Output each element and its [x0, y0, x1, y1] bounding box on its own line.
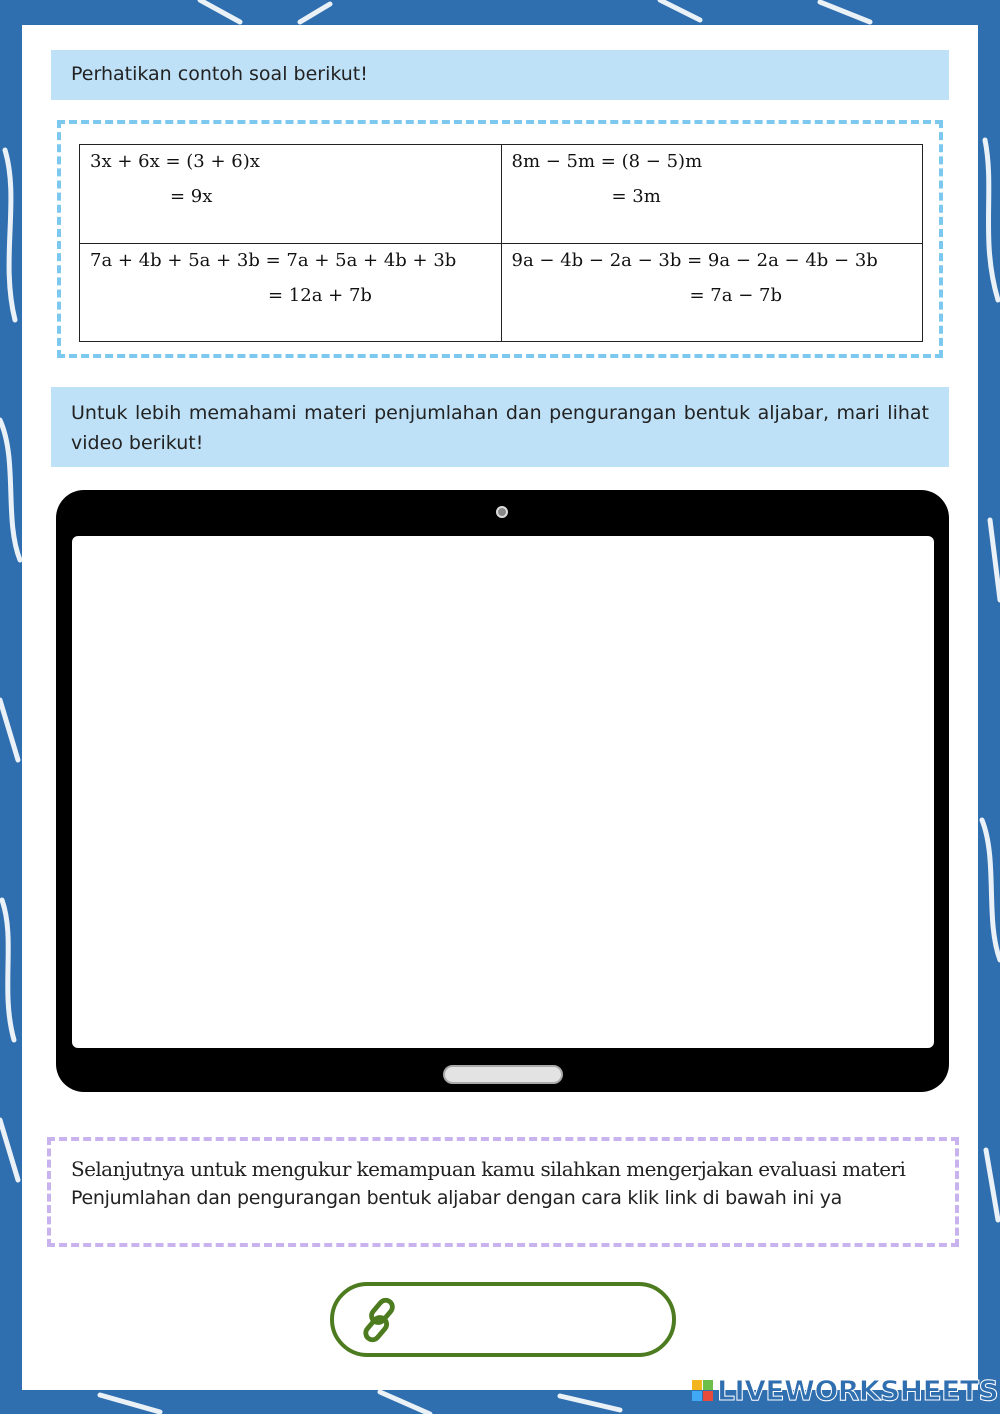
brand-mark-icon	[692, 1380, 713, 1401]
example-cell-3	[80, 243, 502, 342]
example-3-line-2: = 12a + 7b	[268, 284, 372, 306]
brand-mark-e	[703, 1391, 713, 1401]
example-3-line-1: 7a + 4b + 5a + 3b = 7a + 5a + 4b + 3b	[90, 249, 457, 271]
example-4-line-2: = 7a − 7b	[689, 284, 782, 306]
home-button	[443, 1065, 563, 1084]
intro-banner	[51, 50, 949, 100]
example-1-line-1: 3x + 6x = (3 + 6)x	[90, 151, 260, 172]
video-prompt-text: Untuk lebih memahami materi penjumlahan dan pengurangan bentuk aljabar, mari lihat video berikut!	[71, 402, 929, 454]
worksheet-page	[22, 25, 978, 1390]
video-prompt-banner	[51, 387, 949, 467]
example-table	[79, 144, 923, 342]
example-cell-2	[501, 145, 923, 244]
intro-text: Perhatikan contoh soal berikut!	[71, 63, 368, 85]
example-cell-1	[80, 145, 502, 244]
link-icon	[358, 1297, 404, 1343]
evaluation-text-line-2: Penjumlahan dan pengurangan bentuk aljabar dengan cara klik link di bawah ini ya	[71, 1187, 842, 1209]
brand-mark-v	[692, 1391, 702, 1401]
video-tablet-frame	[56, 490, 949, 1092]
brand-name: LIVEWORKSHEETS	[717, 1373, 999, 1407]
video-screen[interactable]	[72, 536, 934, 1048]
example-1-line-2: = 9x	[170, 186, 213, 207]
liveworksheets-logo	[692, 1373, 998, 1407]
evaluation-box	[47, 1137, 959, 1247]
camera-icon	[496, 506, 508, 518]
example-2-line-1: 8m − 5m = (8 − 5)m	[511, 151, 703, 172]
evaluation-link-button[interactable]	[330, 1282, 676, 1357]
example-box	[57, 120, 943, 358]
example-2-line-2: = 3m	[611, 186, 661, 207]
brand-mark-i	[703, 1380, 713, 1390]
example-cell-4	[501, 243, 923, 342]
evaluation-text-line-1: Selanjutnya untuk mengukur kemampuan kamu silahkan mengerjakan evaluasi materi	[71, 1157, 906, 1181]
example-4-line-1: 9a − 4b − 2a − 3b = 9a − 2a − 4b − 3b	[511, 249, 878, 271]
brand-mark-l	[692, 1380, 702, 1390]
